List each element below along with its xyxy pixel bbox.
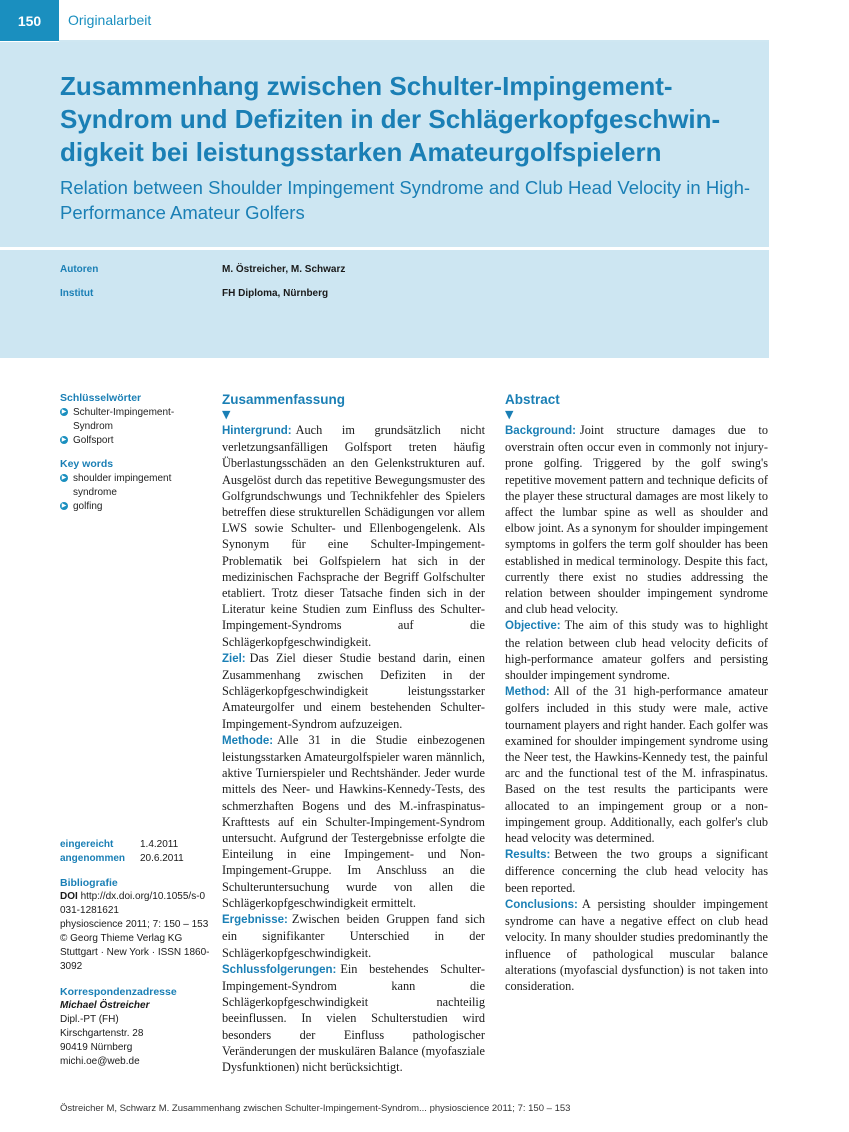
keyword-item: ▶ shoulder impingement syndrome — [61, 473, 172, 498]
abstract-section: Conclusions: A persisting shoulder impingement syndrome can have a negative effect on club head velocity. In many shoulder studies predominantly the influence of pathological muscular balance alterations (myofascial dysfunction) is not taken into consideration. — [505, 896, 768, 993]
keyword-item: ▶ golfing — [61, 501, 103, 512]
correspondence-email[interactable]: michi.oe@web.de — [60, 1056, 140, 1067]
accepted-date: 20.6.2011 — [140, 853, 184, 864]
down-arrow-icon: ▼ — [505, 408, 514, 421]
correspondence-line: 90419 Nürnberg — [60, 1042, 133, 1053]
keyword-item: ▶ Golfsport — [61, 435, 114, 446]
abstract-section: Results: Between the two groups a significant difference concerning the club head velocity has been reported. — [505, 847, 768, 895]
correspondence-line: Kirschgartenstr. 28 — [60, 1028, 144, 1039]
correspondence-name: Michael Östreicher — [60, 1000, 150, 1011]
abstract-german — [222, 391, 485, 1075]
doi-line: DOI http://dx.doi.org/10.1055/s-0031-1281621 — [60, 891, 206, 916]
dates-block — [60, 838, 210, 866]
keywords-de-list — [60, 406, 210, 448]
header-bar — [0, 0, 769, 41]
title-english: Relation between Shoulder Impingement Syndrome and Club Head Velocity in High-Performance Amateur Golfers — [60, 177, 751, 223]
abstract-english — [505, 391, 768, 994]
meta-block — [0, 248, 769, 358]
authors-label: Autoren — [60, 264, 99, 275]
institute-label: Institut — [60, 288, 94, 299]
keywords-en-heading: Key words — [60, 458, 114, 470]
page-footer: Östreicher M, Schwarz M. Zusammenhang zwischen Schulter-Impingement-Syndrom... physioscience 2011; 7: 150 – 153 — [60, 1103, 571, 1114]
down-arrow-icon: ▼ — [222, 408, 231, 421]
abstract-en-heading: Abstract — [505, 392, 560, 407]
received-date: 1.4.2011 — [140, 839, 179, 850]
accepted-label: angenommen — [60, 853, 126, 864]
abstract-section: Hintergrund: Auch im grundsätzlich nicht verletzungsanfälligen Golfsport treten häufig Überlastungsschäden an den Gelenkstrukturen auf. Ausgelöst durch das repetitive Bewegungsmuster des Golfgrundschwungs und Technikfehler des Spielers betreffen diese strukturellen Schädigungen vor allem LWS sowie Schulter- und Ellenbogengelenk. Als Synonym für eine Schulter-Impingement-Problematik bei Golfspielern hat sich in der medizinischen Fachsprache der Begriff Golfschulter etabliert. Trotz dieser Tatsache finden sich in der Literatur keine Studien zum Einfluss des Schulter-Impingement-Syndroms auf die Schlägerkopfgeschwindigkeit. — [222, 423, 485, 649]
bullet-arrow-icon: ▶ — [61, 503, 67, 509]
citation: physioscience 2011; 7: 150 – 153 © Georg Thieme Verlag KG Stuttgart · New York · ISSN 1860-3092 — [60, 919, 210, 972]
bullet-arrow-icon: ▶ — [61, 475, 67, 481]
keywords-en-list — [60, 472, 210, 514]
keywords-de-heading: Schlüsselwörter — [60, 392, 142, 404]
abstract-section: Method: All of the 31 high-performance amateur golfers included in this study were male, active tournament players and right hander. Each golfer was examined for shoulder impingement syndrome using the Neer test, the Hawkins-Kennedy test, the painful arc and the functional test of the M. infraspinatus. Based on the test results the participants were allocated to an impingement group or a non-impingement group. Additionally, each golfer's club head velocity was determined. — [505, 684, 768, 846]
page-number: 150 — [0, 0, 59, 41]
abstract-section: Objective: The aim of this study was to highlight the relation between club head velocity deficits of high-performance amateur golfers and persisting shoulder impingement syndrome. — [505, 618, 768, 683]
bullet-arrow-icon: ▶ — [61, 409, 67, 415]
abstract-section: Ergebnisse: Zwischen beiden Gruppen fand sich ein signifikanter Unterschied in der Schlägerkopfgeschwindigkeit. — [222, 912, 485, 960]
received-label: eingereicht — [60, 839, 114, 850]
abstract-section: Ziel: Das Ziel dieser Studie bestand darin, einen Zusammenhang zwischen Defiziten in der Schlägerkopfgeschwindigkeit leistungsstarker Amateurgolfer und einem bestehenden Schulter-Impingement-Syndrom aufzuzeigen. — [222, 650, 485, 731]
correspondence-block — [60, 985, 210, 1069]
bullet-arrow-icon: ▶ — [61, 437, 67, 443]
doi-link[interactable]: http://dx.doi.org/10.1055/s-0031-1281621 — [60, 891, 206, 916]
abstract-de-heading: Zusammenfassung — [222, 392, 346, 407]
abstract-section: Background: Joint structure damages due to overstrain often occur even in commonly not injury-prone golfing. Triggered by the golf swing's repetitive movement pattern and technique deficits of the player these structural damages are most likely to affect the lumbar spine as well as shoulder and elbow joint. As a synonym for shoulder impingement symptoms in golfers the term golf shoulder has been established in medical terminology. Despite this fact, currently there exist no studies addressing the relation between shoulder impingement syndrome and club head velocity. — [505, 423, 768, 617]
section-label: Originalarbeit — [68, 12, 152, 28]
abstract-section: Schlussfolgerungen: Ein bestehendes Schulter-Impingement-Syndrom kann die Schlägerkopfgeschwindigkeit nachteilig beeinflussen. In vielen Schulterstudien wird besonders der Einfluss pathologischer Veränderungen der muskulären Balance (myofasziale Dysfunktionen) nicht berücksichtigt. — [222, 961, 485, 1074]
institute: FH Diploma, Nürnberg — [222, 288, 329, 299]
bibliography-block — [60, 876, 210, 974]
abstract-section: Methode: Alle 31 in die Studie einbezogenen leistungsstarken Amateurgolfspieler waren männlich, aktive Turnierspieler und Rechtshänder. Jeder wurde mittels des Neer- und Hawkins-Kennedy-Tests, des schmerzhaften Bogens und des M.-infraspinatus-Krafttests auf ein Schulter-Impingement-Syndrom untersucht. Aufgrund der Testergebnisse erfolgte die Einteilung in eine Impingement- und Non-Impingement-Gruppe. Im Anschluss an die Schulteruntersuchung wurde von allen die Schlägerkopfgeschwindigkeit ermittelt. — [222, 732, 485, 910]
authors: M. Östreicher, M. Schwarz — [222, 264, 346, 275]
keywords-sidebar — [60, 391, 210, 523]
keyword-item: ▶ Schulter-Impingement-Syndrom — [61, 407, 175, 432]
title-german: Zusammenhang zwischen Schulter-Impingement-Syndrom und Defiziten in der Schlägerkopfgeschwin-digkeit bei leistungsstarken Amateurgolfspielern — [60, 71, 721, 167]
correspondence-heading: Korrespondenzadresse — [60, 986, 177, 998]
bibliography-heading: Bibliografie — [60, 877, 118, 889]
correspondence-line: Dipl.-PT (FH) — [60, 1014, 119, 1025]
